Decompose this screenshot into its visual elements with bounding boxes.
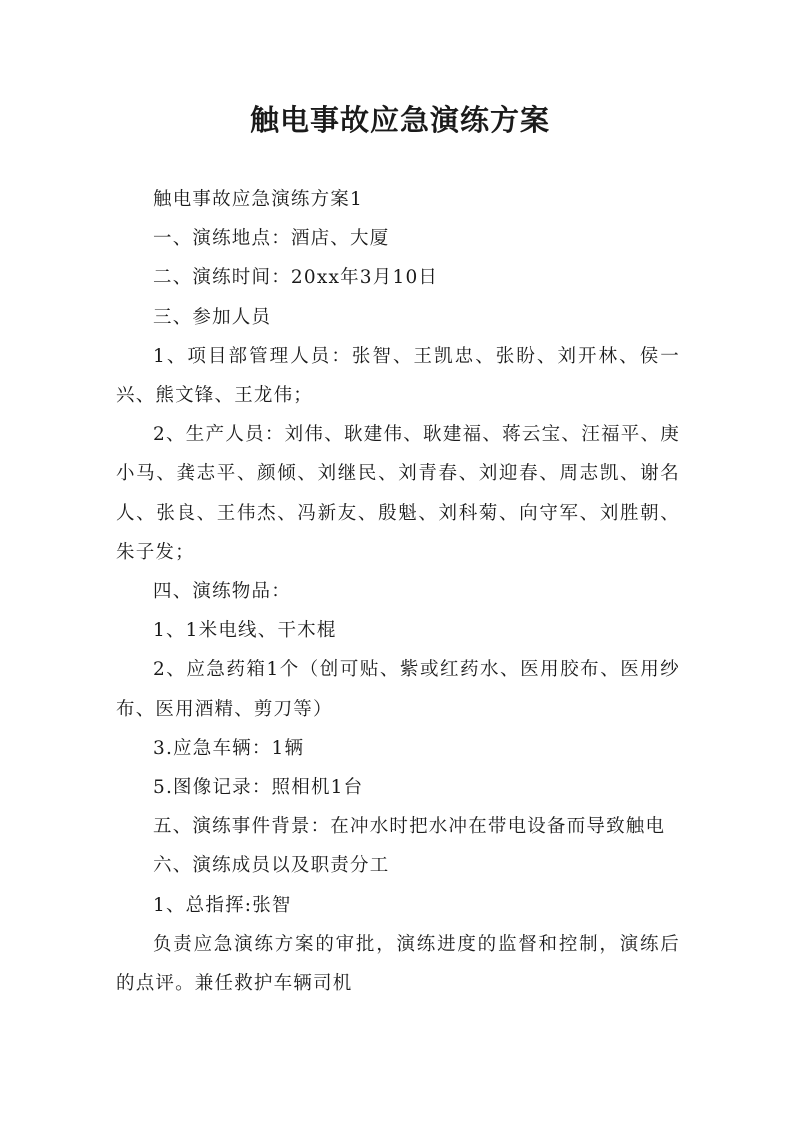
- document-title: 触电事故应急演练方案: [249, 103, 550, 137]
- paragraph-commander-duties: 负责应急演练方案的审批，演练进度的监督和控制，演练后的点评。兼任救护车辆司机: [116, 933, 680, 995]
- paragraph-production-staff: 2、生产人员：刘伟、耿建伟、耿建福、蒋云宝、汪福平、庚小马、龚志平、颜倾、刘继民、刘青春、刘迎春、周志凯、谢名人、张良、王伟杰、冯新友、殷魁、刘科菊、向守军、刘胜朝、朱子发；: [116, 424, 680, 563]
- paragraph-drill-location: 一、演练地点：酒店、大厦: [153, 228, 390, 250]
- paragraph-management-staff: 1、项目部管理人员：张智、王凯忠、张盼、刘开林、侯一兴、熊文锋、王龙伟；: [116, 345, 680, 407]
- paragraph-material-camera: 5.图像记录：照相机1台: [153, 777, 364, 799]
- paragraph-participants-heading: 三、参加人员: [153, 306, 272, 328]
- paragraph-subtitle: 触电事故应急演练方案1: [153, 189, 363, 210]
- paragraph-material-wire: 1、1米电线、干木棍: [153, 620, 337, 642]
- paragraph-material-first-aid: 2、应急药箱1个（创可贴、紫或红药水、医用胶布、医用纱布、医用酒精、剪刀等）: [116, 659, 680, 720]
- paragraph-drill-time: 二、演练时间：20xx年3月10日: [153, 267, 439, 289]
- paragraph-materials-heading: 四、演练物品：: [153, 581, 291, 603]
- paragraph-roles-heading: 六、演练成员以及职责分工: [153, 855, 390, 877]
- document-body: [116, 180, 680, 1003]
- paragraph-commander: 1、总指挥:张智: [153, 894, 292, 916]
- paragraph-material-vehicle: 3.应急车辆：1辆: [153, 737, 305, 759]
- paragraph-event-background: 五、演练事件背景：在冲水时把水冲在带电设备而导致触电: [153, 816, 666, 838]
